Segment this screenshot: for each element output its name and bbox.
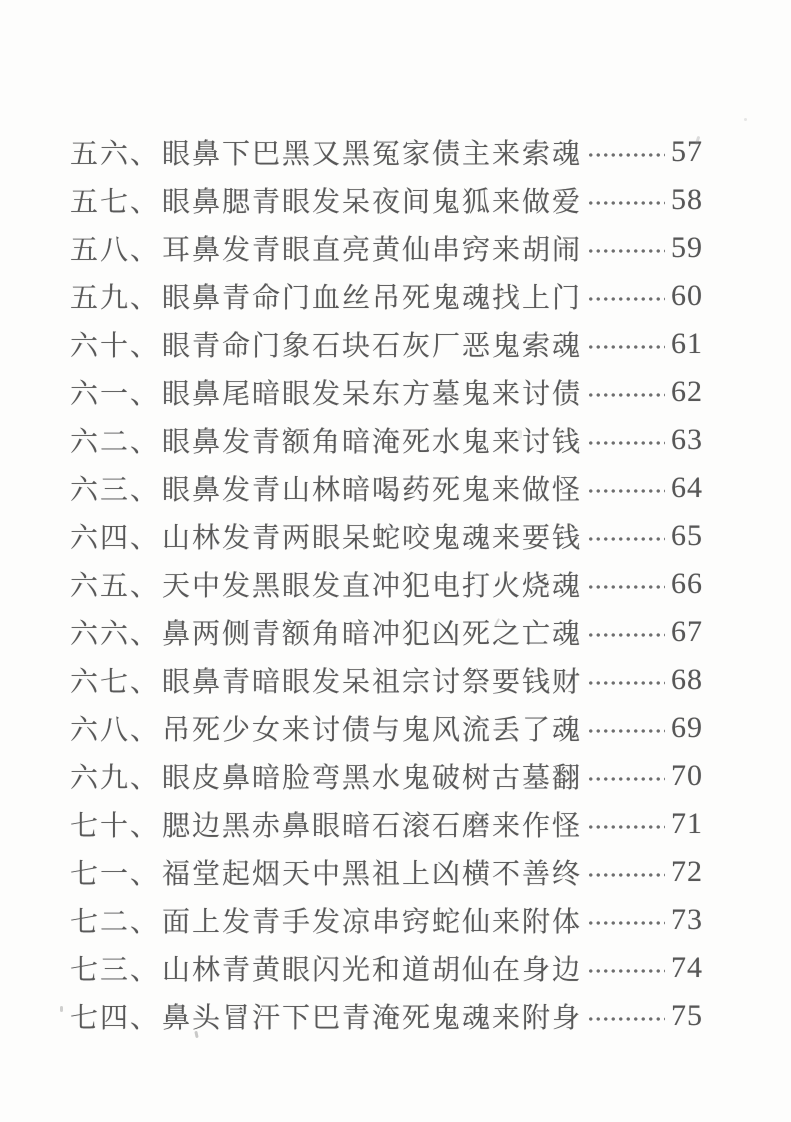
toc-entry (70, 992, 717, 1040)
entry-page-number: 72 (671, 855, 703, 888)
entry-page-number: 59 (671, 231, 703, 264)
entry-page-number: 69 (671, 711, 703, 744)
entry-number-label: 七十、 (70, 811, 161, 842)
scan-artifact (518, 430, 522, 439)
entry-title: 鼻头冒汗下巴青淹死鬼魂来附身 (162, 1003, 583, 1034)
dot-leader (587, 917, 665, 929)
entry-page-number: 68 (671, 663, 703, 696)
toc-entry (70, 752, 717, 800)
dot-leader (587, 581, 665, 593)
entry-number-label: 五八、 (70, 235, 161, 266)
toc-entry (70, 704, 717, 752)
dot-leader (587, 629, 665, 641)
entry-number-label: 六二、 (70, 427, 161, 458)
dot-leader (587, 437, 665, 449)
entry-title: 眼鼻青暗眼发呆祖宗讨祭要钱财 (162, 667, 583, 698)
entry-page-number: 65 (671, 519, 703, 552)
entry-page-number: 63 (671, 423, 703, 456)
entry-page-number: 58 (671, 183, 703, 216)
toc-entry (70, 320, 717, 368)
dot-leader (587, 293, 665, 305)
toc-entry (70, 368, 717, 416)
entry-number-label: 五六、 (70, 139, 161, 170)
entry-page-number: 64 (671, 471, 703, 504)
dot-leader (587, 341, 665, 353)
entry-number-label: 七三、 (70, 955, 161, 986)
entry-title: 吊死少女来讨债与鬼风流丢了魂 (162, 715, 583, 746)
entry-page-number: 66 (671, 567, 703, 600)
entry-number-label: 六四、 (70, 523, 161, 554)
entry-page-number: 71 (671, 807, 703, 840)
entry-title: 眼鼻尾暗眼发呆东方墓鬼来讨债 (162, 379, 583, 410)
entry-title: 眼鼻青命门血丝吊死鬼魂找上门 (162, 283, 583, 314)
entry-title: 耳鼻发青眼直亮黄仙串窍来胡闹 (162, 235, 583, 266)
entry-number-label: 六八、 (70, 715, 161, 746)
table-of-contents (70, 128, 717, 1040)
entry-title: 眼鼻发青额角暗淹死水鬼来讨钱 (162, 427, 583, 458)
toc-entry (70, 656, 717, 704)
entry-title: 眼青命门象石块石灰厂恶鬼索魂 (162, 331, 583, 362)
entry-number-label: 六三、 (70, 475, 161, 506)
entry-number-label: 六六、 (70, 619, 161, 650)
dot-leader (587, 965, 665, 977)
entry-number-label: 六五、 (70, 571, 161, 602)
dot-leader (587, 149, 665, 161)
dot-leader (587, 773, 665, 785)
entry-title: 山林发青两眼呆蛇咬鬼魂来要钱 (162, 523, 583, 554)
entry-number-label: 六十、 (70, 331, 161, 362)
entry-page-number: 74 (671, 951, 703, 984)
entry-title: 鼻两侧青额角暗冲犯凶死之亡魂 (162, 619, 583, 650)
toc-entry (70, 512, 717, 560)
toc-entry (70, 128, 717, 176)
dot-leader (587, 245, 665, 257)
toc-entry (70, 560, 717, 608)
entry-title: 眼皮鼻暗脸弯黑水鬼破树古墓翻 (162, 763, 583, 794)
toc-entry (70, 848, 717, 896)
entry-title: 眼鼻下巴黑又黑冤家债主来索魂 (162, 139, 583, 170)
dot-leader (587, 869, 665, 881)
scan-artifact (514, 296, 518, 303)
entry-page-number: 73 (671, 903, 703, 936)
dot-leader (587, 677, 665, 689)
toc-entry (70, 416, 717, 464)
toc-entry (70, 608, 717, 656)
entry-title: 腮边黑赤鼻眼暗石滚石磨来作怪 (162, 811, 583, 842)
dot-leader (587, 1013, 665, 1025)
entry-title: 山林青黄眼闪光和道胡仙在身边 (162, 955, 583, 986)
entry-number-label: 五七、 (70, 187, 161, 218)
toc-entry (70, 224, 717, 272)
dot-leader (587, 821, 665, 833)
dot-leader (587, 533, 665, 545)
entry-number-label: 六一、 (70, 379, 161, 410)
entry-title: 面上发青手发凉串窍蛇仙来附体 (162, 907, 583, 938)
entry-page-number: 60 (671, 279, 703, 312)
toc-entry (70, 176, 717, 224)
entry-page-number: 61 (671, 327, 703, 360)
entry-number-label: 五九、 (70, 283, 161, 314)
entry-number-label: 六七、 (70, 667, 161, 698)
entry-title: 福堂起烟天中黑祖上凶横不善终 (162, 859, 583, 890)
dot-leader (587, 197, 665, 209)
toc-entry (70, 800, 717, 848)
entry-title: 眼鼻腮青眼发呆夜间鬼狐来做爱 (162, 187, 583, 218)
entry-page-number: 70 (671, 759, 703, 792)
entry-number-label: 七二、 (70, 907, 161, 938)
entry-page-number: 62 (671, 375, 703, 408)
entry-page-number: 75 (671, 999, 703, 1032)
dot-leader (587, 725, 665, 737)
toc-entry (70, 464, 717, 512)
scan-artifact (744, 118, 747, 121)
entry-number-label: 六九、 (70, 763, 161, 794)
entry-number-label: 七四、 (70, 1003, 161, 1034)
toc-entry (70, 944, 717, 992)
entry-page-number: 57 (671, 135, 703, 168)
scan-artifact (60, 1006, 63, 1012)
entry-page-number: 67 (671, 615, 703, 648)
entry-number-label: 七一、 (70, 859, 161, 890)
entry-title: 天中发黑眼发直冲犯电打火烧魂 (162, 571, 583, 602)
toc-entry (70, 896, 717, 944)
entry-title: 眼鼻发青山林暗喝药死鬼来做怪 (162, 475, 583, 506)
dot-leader (587, 485, 665, 497)
toc-entry (70, 272, 717, 320)
dot-leader (587, 389, 665, 401)
